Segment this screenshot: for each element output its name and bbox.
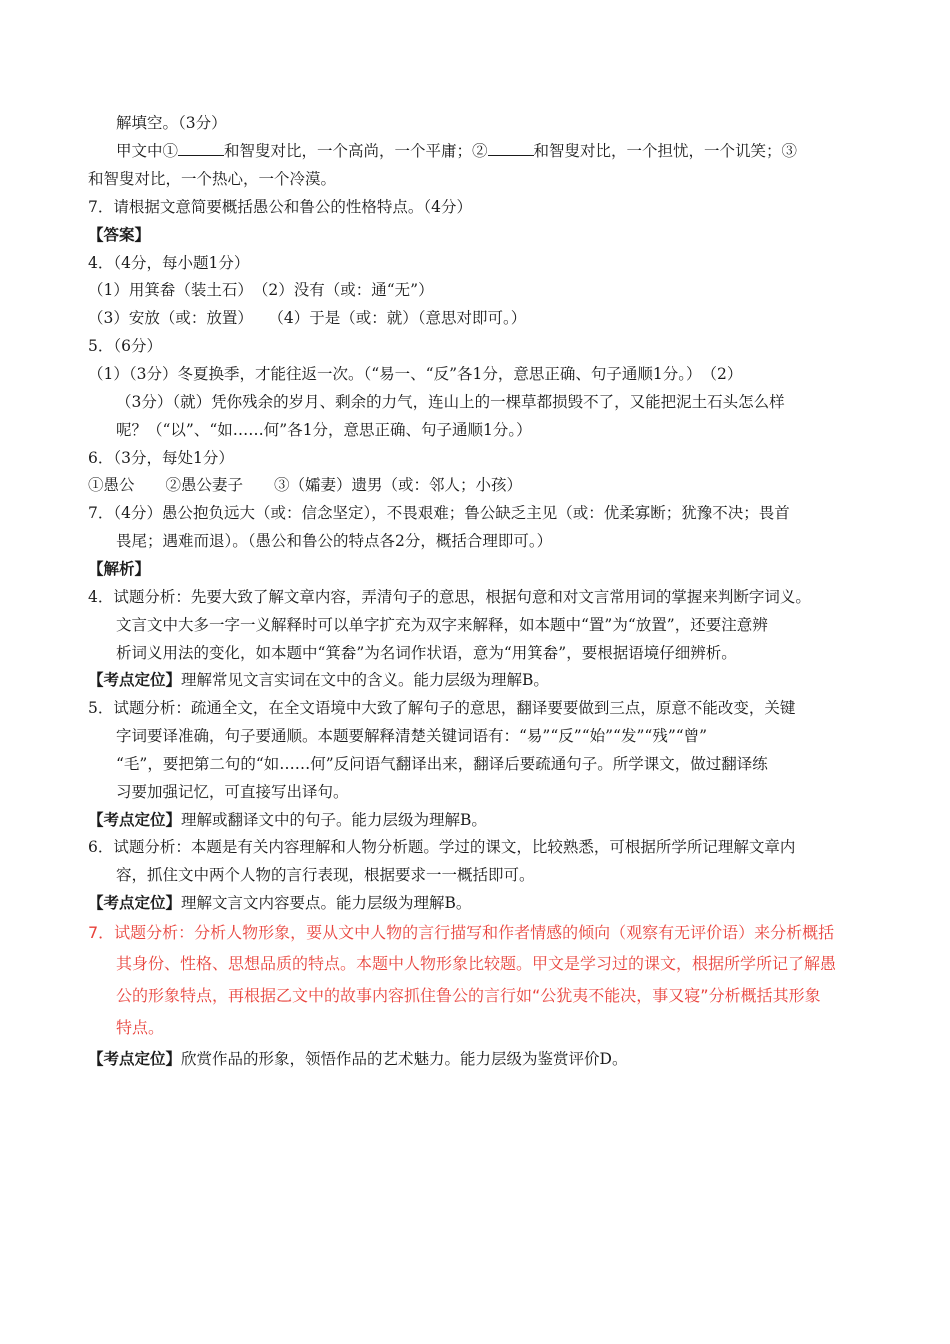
answer-5-line1: （1）（3分）冬夏换季，才能往返一次。（“易一、“反”各1分，意思正确、句子通顺1分。） （2） (88, 365, 743, 383)
blank-1 (178, 141, 224, 156)
answer-5-head: 5．（6分） (88, 337, 162, 355)
analysis-5-line2: 字词要译准确，句子要通顺。本题要解释清楚关键词语有：“易”“反”“始”“发”“残”“曾” (116, 727, 708, 745)
analysis-5-line3: “毛”，要把第二句的“如……何”反问语气翻译出来，翻译后要疏通句子。所学课文，做过翻译练 (116, 755, 768, 773)
analysis-4-line2: 文言文中大多一字一义解释时可以单字扩充为双字来解释，如本题中“置”为“放置”，还要注意辨 (116, 616, 768, 634)
answer-6-line1: ①愚公 ②愚公妻子 ③（孀妻）遗男（或：邻人；小孩） (88, 476, 523, 494)
analysis-6-line1: 6．试题分析：本题是有关内容理解和人物分析题。学过的课文，比较熟悉，可根据所学所记理解文章内 (88, 838, 796, 856)
q6-fill-line2: 和智叟对比，一个热心，一个冷漠。 (88, 170, 337, 188)
answer-7-line2: 畏尾；遇难而退）。（愚公和鲁公的特点各2分，概括合理即可。） (116, 532, 553, 550)
analysis-5-line4: 习要加强记忆，可直接写出译句。 (116, 783, 349, 801)
blank-2 (488, 141, 534, 156)
analysis-7-line1: 7．试题分析：分析人物形象，要从文中人物的言行描写和作者情感的倾向（观察有无评价语）来分析概括 (88, 923, 835, 942)
analysis-7-kaodian: 【考点定位】欣赏作品的形象，领悟作品的艺术魅力。能力层级为鉴赏评价D。 (88, 1049, 628, 1068)
analysis-4-kaodian: 【考点定位】理解常见文言实词在文中的含义。能力层级为理解B。 (88, 670, 549, 689)
answer-7-line1: 7．（4分）愚公抱负远大（或：信念坚定），不畏艰难；鲁公缺乏主见（或：优柔寡断；犹豫不决；畏首 (88, 504, 790, 522)
analysis-6-line2: 容，抓住文中两个人物的言行表现，根据要求一一概括即可。 (116, 866, 535, 884)
answer-4-line2: （3）安放（或：放置） （4）于是（或：就）（意思对即可。） (88, 309, 527, 327)
question-7: 7．请根据文意简要概括愚公和鲁公的性格特点。（4分） (88, 198, 472, 216)
kaodian-label: 【考点定位】 (88, 810, 182, 829)
answer-6-head: 6．（3分，每处1分） (88, 449, 234, 467)
answer-5-line3: 呢？（“以”、“如……何”各1分，意思正确、句子通顺1分。） (116, 421, 532, 439)
kaodian-label: 【考点定位】 (88, 1049, 182, 1068)
analysis-7-line2: 其身份、性格、思想品质的特点。本题中人物形象比较题。甲文是学习过的课文，根据所学所记了解愚 (116, 954, 837, 973)
q6-tail: 解填空。（3分） (116, 114, 227, 132)
analysis-header: 【解析】 (88, 559, 151, 578)
kaodian-label: 【考点定位】 (88, 670, 182, 689)
q6-fill-line1: 甲文中① 和智叟对比，一个高尚，一个平庸；② 和智叟对比，一个担忧，一个讥笑；③ (116, 142, 798, 160)
analysis-6-kaodian: 【考点定位】理解文言文内容要点。能力层级为理解B。 (88, 893, 472, 912)
analysis-4-line1: 4．试题分析：先要大致了解文章内容，弄清句子的意思，根据句意和对文言常用词的掌握来判断字词义。 (88, 588, 811, 606)
analysis-7-line3: 公的形象特点，再根据乙文中的故事内容抓住鲁公的言行如“公犹夷不能决，事又寝”分析概括其形象 (116, 986, 821, 1005)
answer-header: 【答案】 (88, 225, 151, 244)
answer-5-line2: （3分）（就）凭你残余的岁月、剩余的力气，连山上的一棵草都损毁不了，又能把泥土石头怎么样 (116, 393, 785, 411)
analysis-5-kaodian: 【考点定位】理解或翻译文中的句子。能力层级为理解B。 (88, 810, 487, 829)
answer-4-line1: （1）用箕畚（装土石） （2）没有（或：通“无”） (88, 281, 434, 299)
kaodian-label: 【考点定位】 (88, 893, 182, 912)
analysis-5-line1: 5．试题分析：疏通全文，在全文语境中大致了解句子的意思，翻译要要做到三点，原意不能改变，关键 (88, 699, 796, 717)
analysis-7-line4: 特点。 (116, 1018, 165, 1037)
answer-4-head: 4．（4分，每小题1分） (88, 254, 250, 272)
analysis-4-line3: 析词义用法的变化，如本题中“箕畚”为名词作状语，意为“用箕畚”，要根据语境仔细辨析。 (116, 644, 737, 662)
